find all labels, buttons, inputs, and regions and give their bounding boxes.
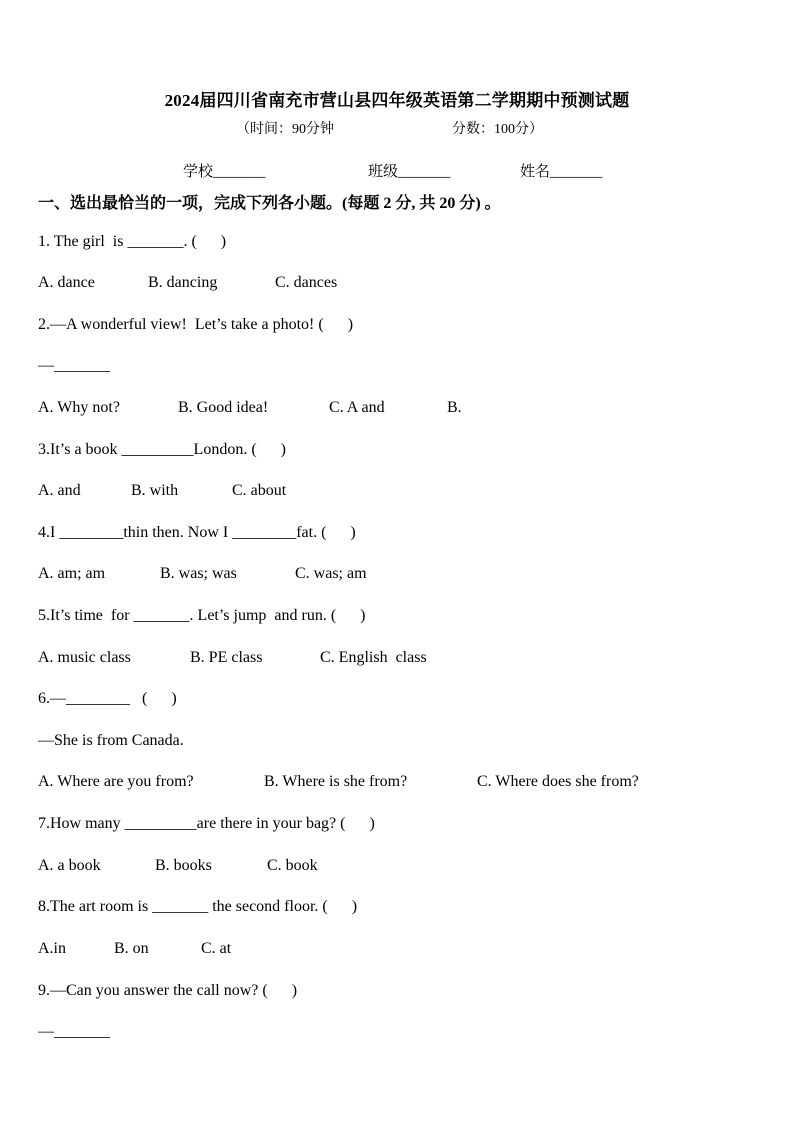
class-field: 班级_______ [368,164,451,180]
question-6-option-a: A. Where are you from? [38,773,194,790]
question-7-option-c: C. book [267,857,318,874]
question-4-option-b: B. was; was [160,565,237,582]
question-2-option-d: B. [447,399,462,416]
time-limit: （时间：90分钟 [236,122,334,137]
page-title: 2024届四川省南充市营山县四年级英语第二学期期中预测试题 [164,91,630,110]
name-field: 姓名_______ [520,164,603,180]
question-2-reply: —_______ [38,357,110,374]
total-score: 分数：100分） [452,122,543,137]
question-8-option-b: B. on [114,940,149,957]
question-8-option-a: A.in [38,940,66,957]
question-6-option-c: C. Where does she from? [477,773,639,790]
question-5-option-c: C. English class [320,649,427,666]
question-1-stem: 1. The girl is _______. ( ) [38,233,227,250]
question-7-stem: 7.How many _________are there in your bag? ( ) [38,815,375,832]
question-3-stem: 3.It’s a book _________London. ( ) [38,441,286,458]
question-2-option-a: A. Why not? [38,399,120,416]
question-2-option-c: C. A and [329,399,385,416]
question-3-option-b: B. with [131,482,179,499]
question-2-stem: 2.—A wonderful view! Let’s take a photo! ( ) [38,316,354,333]
question-3-option-a: A. and [38,482,81,499]
question-5-option-a: A. music class [38,649,131,666]
question-9-reply: —_______ [38,1023,110,1040]
question-8-option-c: C. at [201,940,232,957]
question-7-option-b: B. books [155,857,212,874]
question-4-option-a: A. am; am [38,565,106,582]
question-1-option-a: A. dance [38,274,95,291]
question-6-option-b: B. Where is she from? [264,773,408,790]
question-5-stem: 5.It’s time for _______. Let’s jump and run. ( ) [38,607,366,624]
question-1-option-c: C. dances [275,274,338,291]
question-6-reply: —She is from Canada. [38,732,184,749]
question-9-stem: 9.—Can you answer the call now? ( ) [38,982,298,999]
question-8-stem: 8.The art room is _______ the second floor. ( ) [38,898,358,915]
question-4-option-c: C. was; am [295,565,367,582]
question-5-option-b: B. PE class [190,649,263,666]
school-field: 学校_______ [183,164,266,180]
question-3-option-c: C. about [232,482,287,499]
question-6-stem: 6.—________ ( ) [38,690,177,707]
question-1-option-b: B. dancing [148,274,218,291]
question-2-option-b: B. Good idea! [178,399,269,416]
question-4-stem: 4.I ________thin then. Now I ________fat. ( ) [38,524,356,541]
question-7-option-a: A. a book [38,857,101,874]
section-heading: 一、选出最恰当的一项，完成下列各小题。(每题 2 分, 共 20 分) 。 [38,195,501,212]
